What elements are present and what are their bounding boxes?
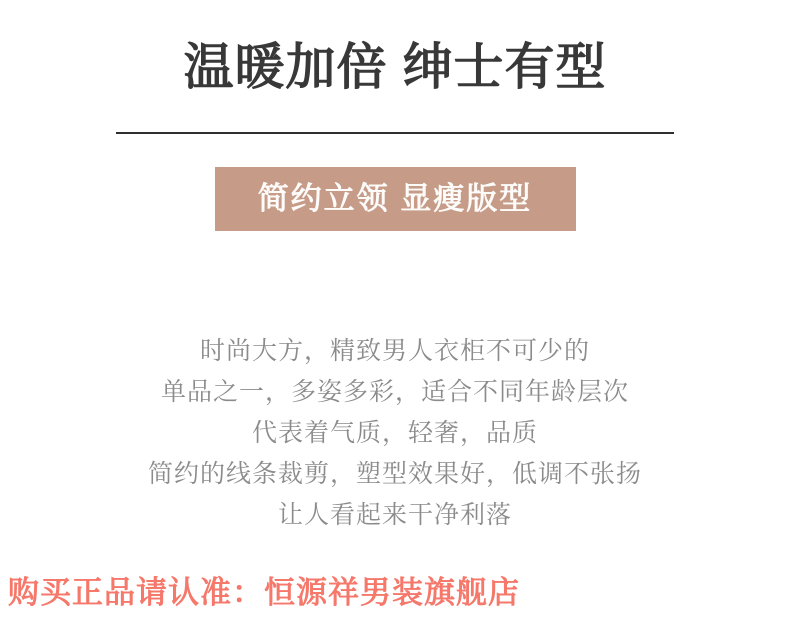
- title-divider: [116, 132, 674, 134]
- description-line: 简约的线条裁剪，塑型效果好，低调不张扬: [147, 460, 642, 488]
- feature-badge: 简约立领 显瘦版型: [215, 167, 576, 231]
- description-line: 代表着气质，轻奢，品质: [251, 419, 538, 447]
- description-line: 让人看起来干净利落: [277, 501, 512, 529]
- product-description: [0, 331, 790, 536]
- description-line: 时尚大方，精致男人衣柜不可少的: [199, 337, 590, 365]
- authenticity-notice: 购买正品请认准：恒源祥男装旗舰店: [8, 575, 520, 610]
- description-line: 单品之一，多姿多彩，适合不同年龄层次: [160, 378, 629, 406]
- page-title: 温暖加倍 绅士有型: [183, 39, 607, 95]
